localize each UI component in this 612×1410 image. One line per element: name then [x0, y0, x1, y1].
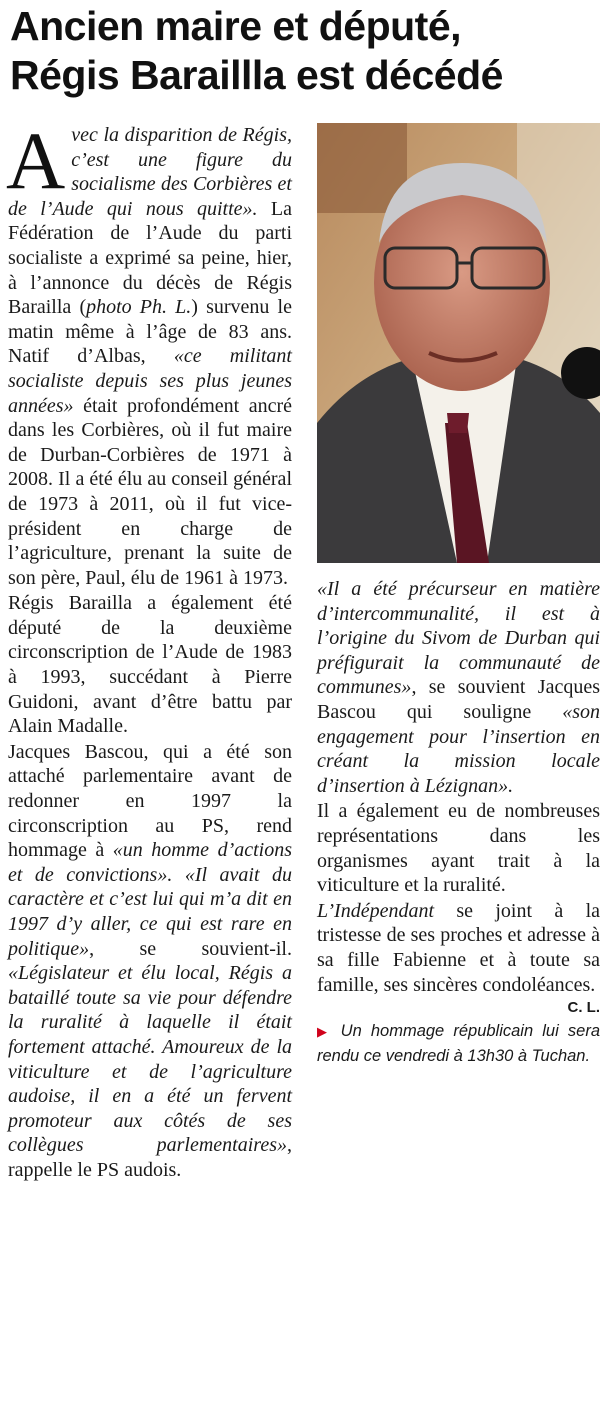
drop-cap: A: [6, 115, 66, 206]
portrait-image: [317, 123, 600, 563]
paragraph-6: L’Indépendant se joint à la tristesse de ses proches et adresse à sa fille Fabienne et à toute sa famille, ses sincères condoléances.: [317, 899, 600, 996]
paragraph-4: «Il a été précurseur en matière d’intercommunalité, il est à l’origine du Sivom de Durban qui préfigurait la communauté de communes», se souvient Jacques Bascou qui souligne «son engagement pour l’insertion en créant la mission locale d’insertion à Lézignan».: [317, 578, 600, 797]
author-signature: C. L.: [567, 999, 600, 1017]
headline: [10, 2, 605, 100]
headline-line-1: Ancien maire et député,: [10, 3, 462, 49]
article-column-left: [6, 115, 293, 1184]
paragraph-2: Régis Barailla a également été député de la deuxième circonscription de l’Aude de 1983 à 1993, succédant à Pierre Guidoni, avant d’être battu par Alain Madalle.: [8, 592, 292, 738]
arrow-icon: ▶: [317, 1024, 332, 1040]
portrait-photo: [317, 123, 600, 563]
photo-credit: photo Ph. L.: [86, 296, 192, 319]
article-column-right: [317, 577, 600, 1069]
paragraph-3: Jacques Bascou, qui a été son attaché parlementaire avant de redonner en 1997 la circonscription au PS, rend hommage à «un homme d’actions et de convictions». «Il avait du caractère et c’est lui qui m’a dit en 1997 d’y aller, ce qui est rare en politique», se souvient-il. «Législateur et élu local, Régis a bataillé toute sa vie pour défendre la ruralité à laquelle il était fortement attaché. Amoureux de la viticulture et de l’agriculture audoise, il en a été un fervent promoteur aux côtés de ses collègues parlementaires», rappelle le PS audois.: [8, 740, 293, 1181]
paragraph-5: Il a également eu de nombreuses représentations dans les organismes ayant trait à la viticulture et la ruralité.: [317, 800, 600, 897]
headline-line-2: Régis Baraillla est décédé: [10, 52, 503, 98]
memorial-note: ▶ Un hommage républicain lui sera rendu ce vendredi à 13h30 à Tuchan.: [317, 1022, 600, 1066]
paragraph-1: Avec la disparition de Régis, c’est une figure du socialisme des Corbières et de l’Aude qui nous quitte». La Fédération de l’Aude du parti socialiste a exprimé sa peine, hier, à l’annonce du décès de Régis Barailla (photo Ph. L.) survenu le matin même à l’âge de 83 ans. Natif d’Albas, «ce militant socialiste depuis ses plus jeunes années» était profondément ancré dans les Corbières, où il fut maire de Durban-Corbières de 1971 à 2008. Il a été élu au conseil général de 1973 à 2011, où il fut vice-président en charge de l’agriculture, prenant la suite de son père, Paul, élu de 1961 à 1973.: [6, 115, 293, 589]
newspaper-name: L’Indépendant: [317, 899, 435, 922]
